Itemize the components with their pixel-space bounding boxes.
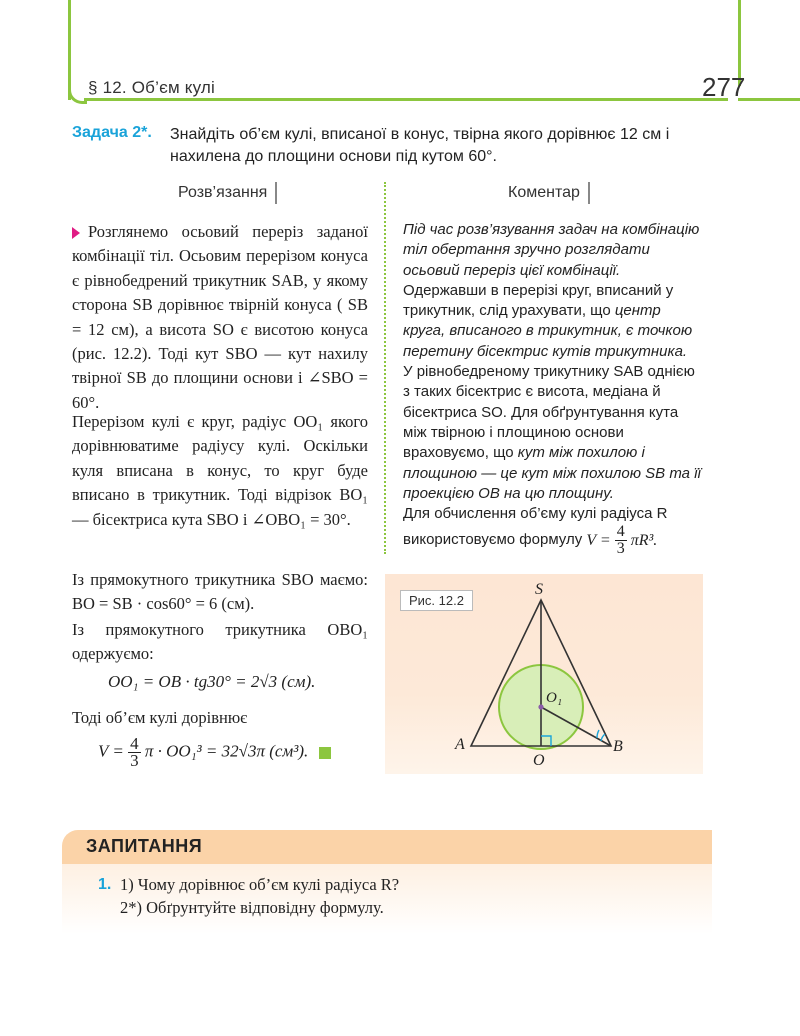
comment-block: [403, 220, 703, 557]
formula-volume-lhs: V =: [98, 741, 124, 761]
comment-paragraph-4: Для обчислення об’єму кулі радіуса R використовуємо формулу V = $\frac{4}{3}$ πR³.: [403, 505, 668, 558]
solution-paragraph-3: Із прямокутного трикутника SBO маємо: BO = SB · cos60° = 6 (см).: [72, 570, 368, 614]
frame-line-bottom-right: [738, 98, 800, 101]
comment-paragraph-3: У рівнобедреному трикутнику SAB однією з таких бісектрис є висота, медіана й бісектриса SO. Для обґрунтування кута між твірною і площиною основи враховуємо, що кут між похилою і площиною — це кут між похилою SB та її проекцією OB на цю площину.: [403, 363, 701, 502]
point-label-o1: O₁: [546, 690, 563, 706]
figure-cone-section: [385, 574, 703, 774]
formula-volume: [98, 736, 331, 769]
solution-paragraph-4: Із прямокутного трикутника OBO₁ одержуємо:: [72, 620, 368, 664]
comment-paragraph-1: Під час розв’язування задач на комбінацію тіл обертання зручно розглядати осьовий переріз цієї комбінації.: [403, 221, 700, 279]
formula-volume-rhs: π · OO₁³ = 32√3π (см³).: [144, 741, 309, 761]
center-point-o1: [538, 704, 543, 709]
solution-heading: Розв’язання: [170, 182, 277, 204]
comment-paragraph-2: Одержавши в перерізі круг, вписаний у трикутник, слід урахувати, що центр круга, вписаного в трикутник, є точкою перетину бісектрис кутів трикутника.: [403, 281, 693, 360]
questions-title: ЗАПИТАННЯ: [86, 836, 203, 856]
point-label-b: B: [613, 738, 623, 755]
task-label: Задача 2*.: [72, 124, 152, 141]
formula-volume-fraction: $\frac{4}{3}$: [130, 734, 139, 770]
angle-arc-b-inner: [601, 734, 605, 741]
question-1-part-2: 2*) Обґрунтуйте відповідну формулу.: [120, 898, 384, 917]
bullet-marker-icon: [72, 227, 80, 239]
frame-line-bottom: [84, 98, 728, 101]
solution-paragraph-5: Тоді об’єм кулі дорівнює: [72, 708, 248, 727]
point-label-a: A: [455, 736, 465, 753]
solution-paragraph-1: Розглянемо осьовий переріз заданої комбінації тіл. Осьовим перерізом конуса є рівнобедрений трикутник SAB, у якому сторона SB дорівнює твірній конуса ( SB = 12 см), а висота SO є висотою конуса (рис. 12.2). Тоді кут SBO — кут нахилу твірної SB до площини основи і ∠SBO = 60°.: [72, 222, 368, 412]
section-header: § 12. Об’єм кулі: [88, 78, 216, 97]
question-1-part-1: 1) Чому дорівнює об’єм кулі радіуса R?: [120, 875, 400, 894]
point-label-s: S: [535, 581, 543, 598]
angle-arc-b: [597, 730, 599, 738]
task-text: Знайдіть об’єм кулі, вписаної в конус, твірна якого дорівнює 12 см і нахилена до площини основи під кутом 60°.: [170, 126, 670, 165]
point-label-o: O: [533, 752, 545, 769]
question-number: 1.: [98, 876, 112, 893]
solution-paragraph-2: Перерізом кулі є круг, радіус OO₁ якого дорівнюватиме радіусу кулі. Оскільки куля вписана в конус, то круг буде вписано в трикутник. Тоді відрізок BO₁ — бісектриса кута SBO і ∠OBO₁ = 30°.: [72, 412, 368, 529]
end-of-solution-icon: [319, 747, 331, 759]
formula-oo1: OO₁ = OB · tg30° = 2√3 (см).: [108, 672, 316, 691]
column-divider: [384, 182, 386, 554]
frame-corner: [68, 84, 87, 104]
page-number: 277: [702, 72, 746, 102]
comment-heading: Коментар: [500, 182, 590, 204]
figure-label: Рис. 12.2: [400, 590, 473, 611]
